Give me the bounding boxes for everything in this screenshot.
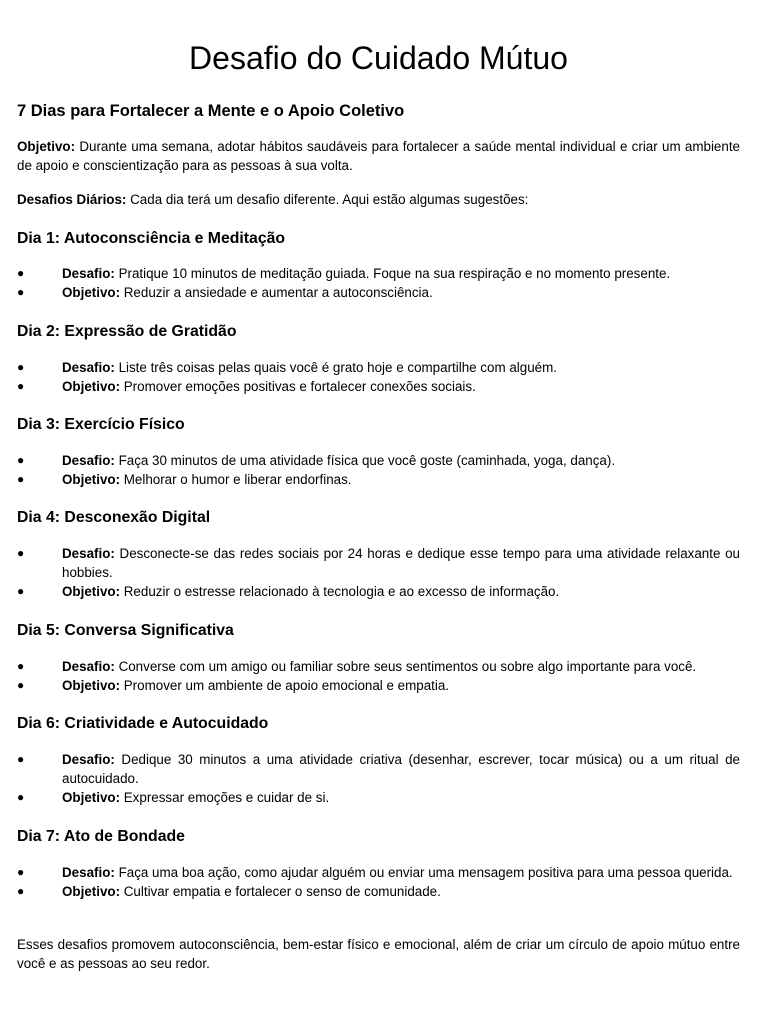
document-title: Desafio do Cuidado Mútuo xyxy=(189,40,568,76)
bullet-icon: ● xyxy=(17,790,25,804)
closing-paragraph: Esses desafios promovem autoconsciência, bem-estar físico e emocional, além de criar um círculo de apoio mútuo entre você e as pessoas ao seu redor. xyxy=(17,937,740,971)
day-4-heading: Dia 4: Desconexão Digital xyxy=(17,509,211,526)
day-1-list xyxy=(17,264,740,302)
goal-label: Objetivo: xyxy=(62,584,121,599)
goal-text: Promover emoções positivas e fortalecer conexões sociais. xyxy=(120,379,476,394)
day-5-goal xyxy=(17,676,740,695)
objective-label: Objetivo: xyxy=(17,139,76,154)
bullet-icon: ● xyxy=(17,266,25,280)
bullet-icon: ● xyxy=(17,360,25,374)
bullet-icon: ● xyxy=(17,472,25,486)
day-5-challenge xyxy=(17,657,740,676)
goal-label: Objetivo: xyxy=(62,790,121,805)
challenge-text: Liste três coisas pelas quais você é grato hoje e compartilhe com alguém. xyxy=(114,360,557,375)
day-6-goal xyxy=(17,788,740,807)
day-1-heading: Dia 1: Autoconsciência e Meditação xyxy=(17,230,286,247)
challenge-label: Desafio: xyxy=(62,752,115,767)
day-6-list xyxy=(17,750,740,807)
challenge-text: Pratique 10 minutos de meditação guiada. Foque na sua respiração e no momento presente. xyxy=(114,266,671,281)
bullet-icon: ● xyxy=(17,865,25,879)
day-2-list xyxy=(17,358,740,396)
day-2-goal xyxy=(17,377,740,396)
challenge-label: Desafio: xyxy=(62,659,115,674)
goal-text: Promover um ambiente de apoio emocional e empatia. xyxy=(120,678,450,693)
day-7-challenge xyxy=(17,863,740,882)
day-3-goal xyxy=(17,470,740,489)
challenge-text: Converse com um amigo ou familiar sobre seus sentimentos ou sobre algo importante para você. xyxy=(114,659,697,674)
day-7-list xyxy=(17,863,740,901)
bullet-icon: ● xyxy=(17,453,25,467)
challenge-label: Desafio: xyxy=(62,360,115,375)
challenge-text: Faça uma boa ação, como ajudar alguém ou enviar uma mensagem positiva para uma pessoa querida. xyxy=(114,865,733,880)
bullet-icon: ● xyxy=(17,546,25,560)
bullet-icon: ● xyxy=(17,285,25,299)
day-6-heading: Dia 6: Criatividade e Autocuidado xyxy=(17,715,269,732)
objective-paragraph xyxy=(17,137,740,175)
daily-challenges-paragraph xyxy=(17,190,740,209)
challenge-label: Desafio: xyxy=(62,865,115,880)
bullet-icon: ● xyxy=(17,584,25,598)
goal-text: Reduzir a ansiedade e aumentar a autoconsciência. xyxy=(120,285,433,300)
day-1-goal xyxy=(17,283,740,302)
daily-challenges-label: Desafios Diários: xyxy=(17,192,127,207)
objective-text: Durante uma semana, adotar hábitos saudáveis para fortalecer a saúde mental individual e criar um ambiente de apoio e conscientização para as pessoas à sua volta. xyxy=(17,139,740,173)
goal-text: Melhorar o humor e liberar endorfinas. xyxy=(120,472,352,487)
day-4-list xyxy=(17,544,740,601)
day-2-heading: Dia 2: Expressão de Gratidão xyxy=(17,323,237,340)
bullet-icon: ● xyxy=(17,884,25,898)
daily-challenges-text: Cada dia terá um desafio diferente. Aqui estão algumas sugestões: xyxy=(126,192,529,207)
document-subtitle: 7 Dias para Fortalecer a Mente e o Apoio Coletivo xyxy=(17,102,405,120)
bullet-icon: ● xyxy=(17,379,25,393)
day-6-challenge xyxy=(17,750,740,788)
goal-label: Objetivo: xyxy=(62,678,121,693)
day-4-challenge xyxy=(17,544,740,582)
goal-text: Expressar emoções e cuidar de si. xyxy=(120,790,330,805)
day-3-heading: Dia 3: Exercício Físico xyxy=(17,416,185,433)
challenge-label: Desafio: xyxy=(62,453,115,468)
day-2-challenge xyxy=(17,358,740,377)
day-3-challenge xyxy=(17,451,740,470)
day-5-heading: Dia 5: Conversa Significativa xyxy=(17,622,234,639)
challenge-text: Desconecte-se das redes sociais por 24 horas e dedique esse tempo para uma atividade relaxante ou hobbies. xyxy=(62,546,740,580)
challenge-text: Dedique 30 minutos a uma atividade criativa (desenhar, escrever, tocar música) ou a um ritual de autocuidado. xyxy=(62,752,740,786)
day-7-heading: Dia 7: Ato de Bondade xyxy=(17,828,185,845)
bullet-icon: ● xyxy=(17,678,25,692)
goal-label: Objetivo: xyxy=(62,472,121,487)
day-7-goal xyxy=(17,882,740,901)
goal-label: Objetivo: xyxy=(62,379,121,394)
day-3-list xyxy=(17,451,740,489)
day-1-challenge xyxy=(17,264,740,283)
bullet-icon: ● xyxy=(17,659,25,673)
day-4-goal xyxy=(17,582,740,601)
goal-text: Reduzir o estresse relacionado à tecnologia e ao excesso de informação. xyxy=(120,584,560,599)
goal-label: Objetivo: xyxy=(62,285,121,300)
challenge-text: Faça 30 minutos de uma atividade física que você goste (caminhada, yoga, dança). xyxy=(114,453,616,468)
day-5-list xyxy=(17,657,740,695)
challenge-label: Desafio: xyxy=(62,266,115,281)
goal-text: Cultivar empatia e fortalecer o senso de comunidade. xyxy=(120,884,441,899)
goal-label: Objetivo: xyxy=(62,884,121,899)
challenge-label: Desafio: xyxy=(62,546,115,561)
bullet-icon: ● xyxy=(17,752,25,766)
